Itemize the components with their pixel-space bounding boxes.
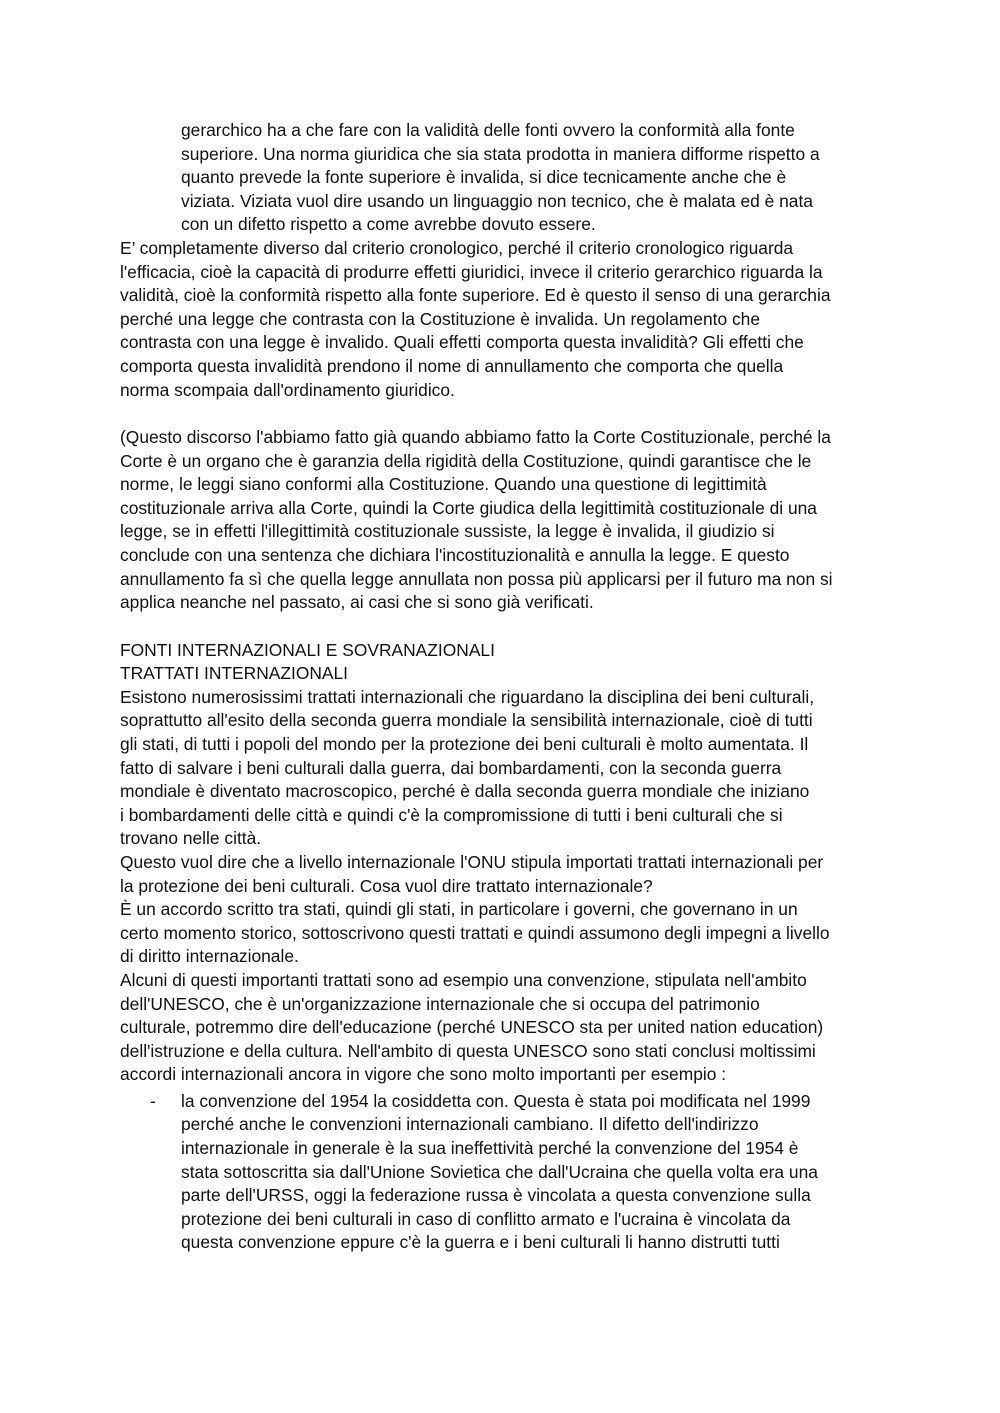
text-line: la convenzione del 1954 la cosiddetta con. Questa è stata poi modificata nel 1999 — [181, 1091, 811, 1111]
text-line: dell'UNESCO, che è un'organizzazione internazionale che si occupa del patrimonio — [120, 994, 760, 1014]
text-line: l'efficacia, cioè la capacità di produrre effetti giuridici, invece il criterio gerarchico riguarda la — [120, 262, 823, 282]
text-line: fatto di salvare i beni culturali dalla guerra, dai bombardamenti, con la seconda guerra — [120, 758, 782, 778]
subsection-heading: TRATTATI INTERNAZIONALI — [120, 663, 349, 683]
text-line: Questo vuol dire che a livello internazionale l'ONU stipula importati trattati internazionali per — [120, 852, 824, 872]
text-line: di diritto internazionale. — [120, 946, 299, 966]
text-line: internazionale in generale è la sua ineffettività perché la convenzione del 1954 è — [181, 1138, 799, 1158]
text-line: validità, cioè la conformità rispetto alla fonte superiore. Ed è questo il senso di una gerarchia — [120, 285, 831, 305]
text-line: soprattutto all'esito della seconda guerra mondiale la sensibilità internazionale, cioè di tutti — [120, 710, 813, 730]
text-line: E’ completamente diverso dal criterio cronologico, perché il criterio cronologico riguarda — [120, 238, 794, 258]
text-line: Esistono numerosissimi trattati internazionali che riguardano la disciplina dei beni culturali, — [120, 687, 815, 707]
text-line: conclude con una sentenza che dichiara l'incostituzionalità e annulla la legge. E questo — [120, 545, 790, 565]
text-line: accordi internazionali ancora in vigore che sono molto importanti per esempio : — [120, 1064, 727, 1084]
text-line: i bombardamenti delle città e quindi c'è la compromissione di tutti i beni culturali che si — [120, 805, 783, 825]
text-line: certo momento storico, sottoscrivono questi trattati e quindi assumono degli impegni a livello — [120, 923, 830, 943]
text-line: (Questo discorso l'abbiamo fatto già quando abbiamo fatto la Corte Costituzionale, perché la — [120, 427, 831, 447]
text-line: mondiale è diventato macroscopico, perché è dalla seconda guerra mondiale che iniziano — [120, 781, 810, 801]
text-line: viziata. Viziata vuol dire usando un linguaggio non tecnico, che è malata ed è nata — [181, 191, 813, 211]
text-line: la protezione dei beni culturali. Cosa vuol dire trattato internazionale? — [120, 876, 653, 896]
text-line: norme, le leggi siano conformi alla Costituzione. Quando una questione di legittimità — [120, 474, 767, 494]
text-line: È un accordo scritto tra stati, quindi gli stati, in particolare i governi, che governano in un — [120, 899, 798, 919]
text-line: trovano nelle città. — [120, 828, 262, 848]
text-line: perché una legge che contrasta con la Costituzione è invalida. Un regolamento che — [120, 309, 760, 329]
text-line: Corte è un organo che è garanzia della rigidità della Costituzione, quindi garantisce che le — [120, 451, 812, 471]
text-line: superiore. Una norma giuridica che sia stata prodotta in maniera difforme rispetto a — [181, 144, 820, 164]
text-line: perché anche le convenzioni internazionali cambiano. Il difetto dell'indirizzo — [181, 1114, 759, 1134]
text-line: stata sottoscritta sia dall'Unione Sovietica che dall'Ucraina che quella volta era una — [181, 1162, 818, 1182]
bullet-marker: - — [150, 1091, 156, 1111]
text-line: annullamento fa sì che quella legge annullata non possa più applicarsi per il futuro ma non si — [120, 569, 833, 589]
text-line: dell'istruzione e della cultura. Nell'ambito di questa UNESCO sono stati conclusi moltissimi — [120, 1041, 816, 1061]
text-line: quanto prevede la fonte superiore è invalida, si dice tecnicamente anche che è — [181, 167, 787, 187]
text-line: applica neanche nel passato, ai casi che si sono già verificati. — [120, 592, 594, 612]
text-line: con un difetto rispetto a come avrebbe dovuto essere. — [181, 214, 596, 234]
text-line: gerarchico ha a che fare con la validità delle fonti ovvero la conformità alla fonte — [181, 120, 795, 140]
section-heading: FONTI INTERNAZIONALI E SOVRANAZIONALI — [120, 640, 495, 660]
text-line: norma scompaia dall'ordinamento giuridico. — [120, 380, 455, 400]
text-line: gli stati, di tutti i popoli del mondo per la protezione dei beni culturali è molto aumentata. Il — [120, 734, 809, 754]
text-line: Alcuni di questi importanti trattati sono ad esempio una convenzione, stipulata nell'ambito — [120, 970, 807, 990]
text-line: legge, se in effetti l'illegittimità costituzionale sussiste, la legge è invalida, il giudizio si — [120, 521, 775, 541]
text-line: culturale, potremmo dire dell'educazione (perché UNESCO sta per united nation education) — [120, 1017, 824, 1037]
text-line: parte dell'URSS, oggi la federazione russa è vincolata a questa convenzione sulla — [181, 1185, 811, 1205]
text-line: contrasta con una legge è invalido. Quali effetti comporta questa invalidità? Gli effetti che — [120, 332, 804, 352]
text-line: protezione dei beni culturali in caso di conflitto armato e l'ucraina è vincolata da — [181, 1209, 791, 1229]
text-line: questa convenzione eppure c'è la guerra e i beni culturali li hanno distrutti tutti — [181, 1232, 780, 1252]
text-line: comporta questa invalidità prendono il nome di annullamento che comporta che quella — [120, 356, 784, 376]
text-line: costituzionale arriva alla Corte, quindi la Corte giudica della legittimità costituzionale di una — [120, 498, 817, 518]
